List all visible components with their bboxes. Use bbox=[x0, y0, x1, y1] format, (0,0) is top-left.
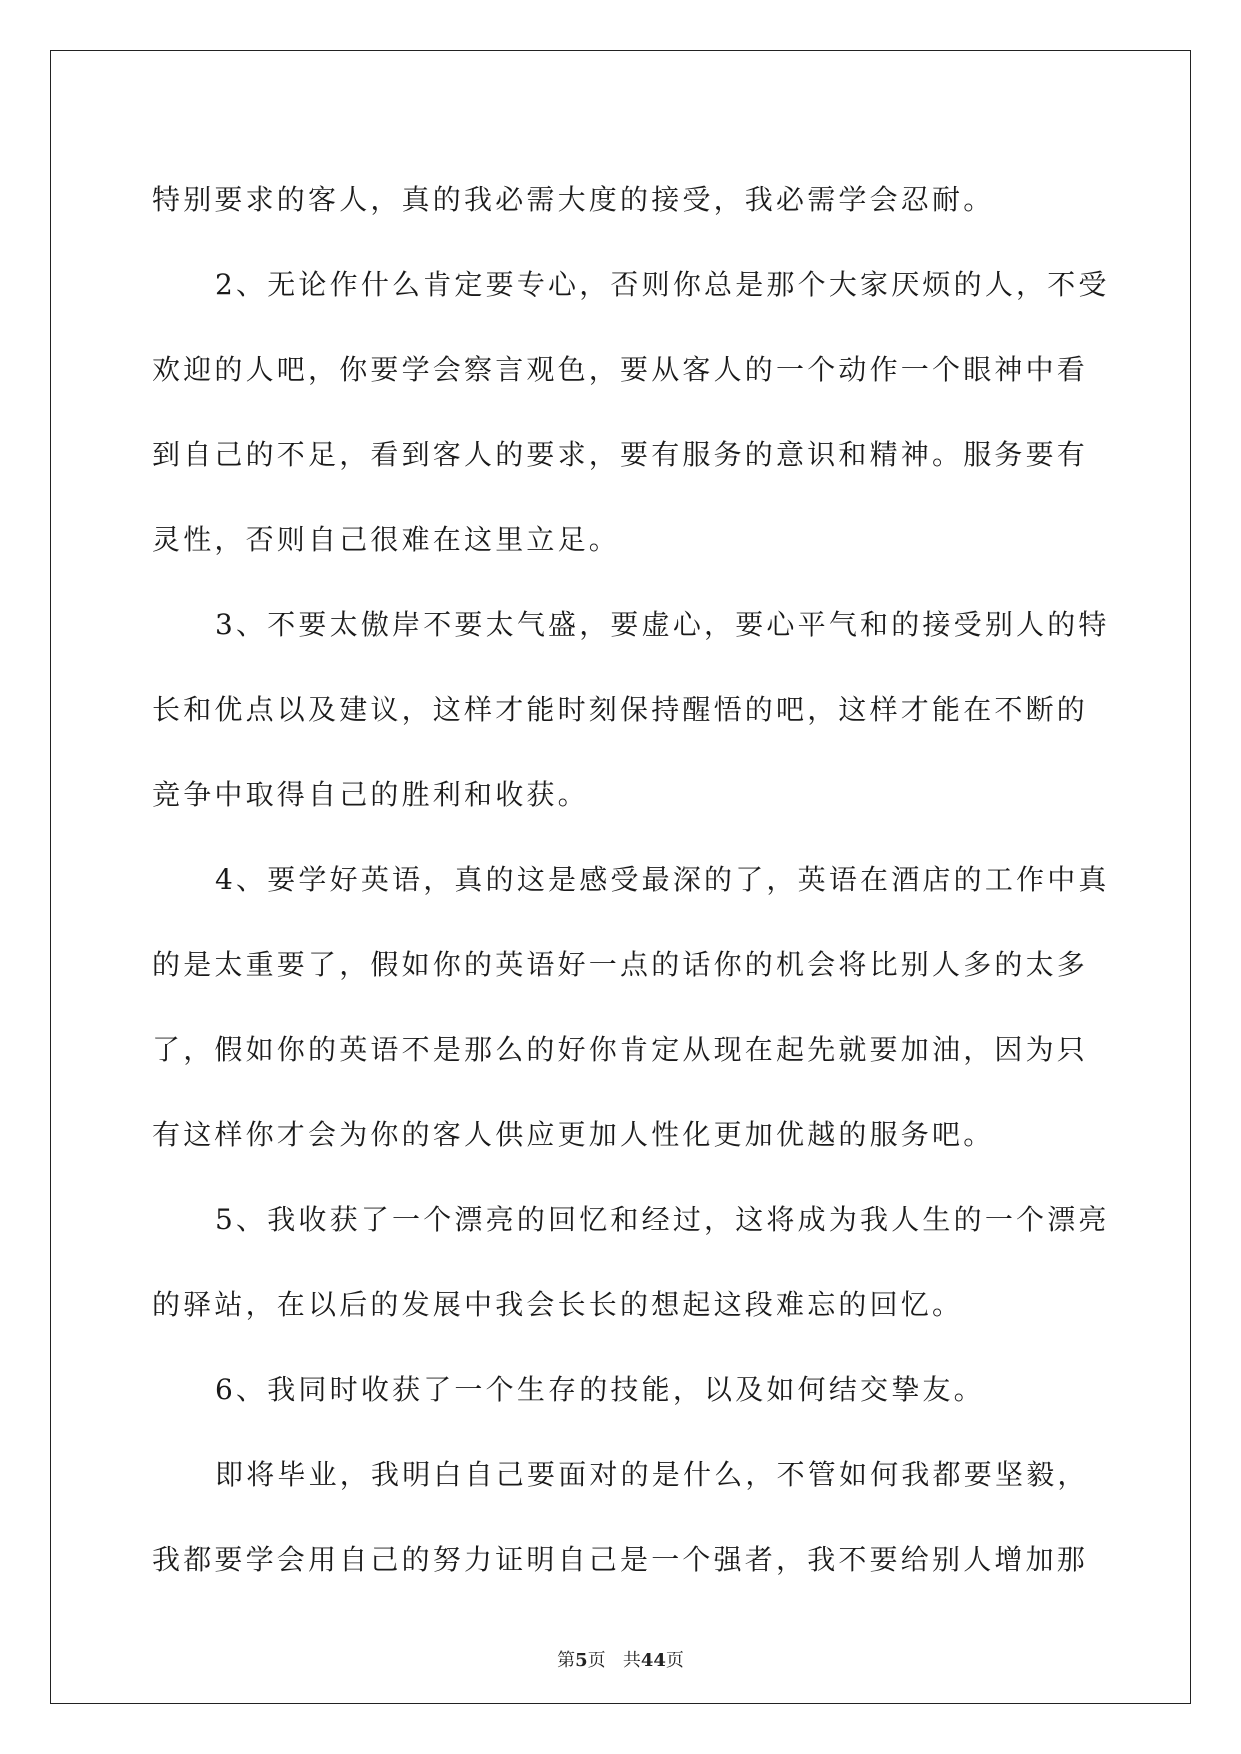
text-line: 6、我同时收获了一个生存的技能，以及如何结交挚友。 bbox=[215, 1373, 985, 1406]
text-line: 到自己的不足，看到客人的要求，要有服务的意识和精神。服务要有 bbox=[152, 438, 1089, 471]
text-line: 5、我收获了一个漂亮的回忆和经过，这将成为我人生的一个漂亮 bbox=[215, 1203, 1110, 1236]
text-line: 的是太重要了，假如你的英语好一点的话你的机会将比别人多的太多 bbox=[152, 948, 1089, 981]
text-line: 有这样你才会为你的客人供应更加人性化更加优越的服务吧。 bbox=[152, 1118, 995, 1151]
text-line: 欢迎的人吧，你要学会察言观色，要从客人的一个动作一个眼神中看 bbox=[152, 353, 1089, 386]
text-line: 即将毕业，我明白自己要面对的是什么，不管如何我都要坚毅， bbox=[215, 1458, 1089, 1491]
total-pages-number: 44 bbox=[640, 1650, 666, 1671]
text-line: 3、不要太傲岸不要太气盛，要虚心，要心平气和的接受别人的特 bbox=[215, 608, 1110, 641]
footer-total-prefix: 共 bbox=[622, 1650, 641, 1671]
text-line: 长和优点以及建议，这样才能时刻保持醒悟的吧，这样才能在不断的 bbox=[152, 693, 1089, 726]
current-page-number: 5 bbox=[575, 1650, 588, 1671]
footer-total-suffix: 页 bbox=[665, 1650, 684, 1671]
text-line: 我都要学会用自己的努力证明自己是一个强者，我不要给别人增加那 bbox=[152, 1543, 1089, 1576]
text-line: 2、无论作什么肯定要专心，否则你总是那个大家厌烦的人，不受 bbox=[215, 268, 1110, 301]
text-line: 特别要求的客人，真的我必需大度的接受，我必需学会忍耐。 bbox=[152, 183, 995, 216]
footer-page-suffix: 页 bbox=[587, 1650, 606, 1671]
text-line: 的驿站，在以后的发展中我会长长的想起这段难忘的回忆。 bbox=[152, 1288, 964, 1321]
document-body bbox=[152, 157, 1110, 1602]
text-line: 竞争中取得自己的胜利和收获。 bbox=[152, 778, 589, 811]
text-line: 灵性，否则自己很难在这里立足。 bbox=[152, 523, 621, 556]
text-line: 了，假如你的英语不是那么的好你肯定从现在起先就要加油，因为只 bbox=[152, 1033, 1089, 1066]
text-line: 4、要学好英语，真的这是感受最深的了，英语在酒店的工作中真 bbox=[215, 863, 1110, 896]
page-footer bbox=[0, 1646, 1241, 1672]
footer-prefix: 第 bbox=[557, 1650, 576, 1671]
